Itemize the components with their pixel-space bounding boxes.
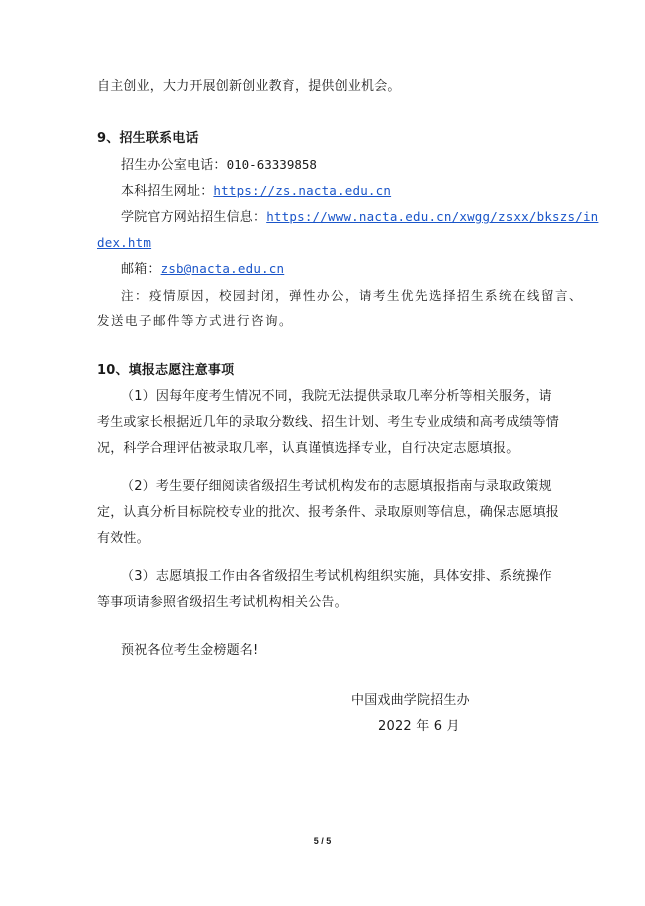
signature-date: 2022 年 6 月 [378, 719, 460, 734]
office-phone-label: 招生办公室电话： [121, 158, 227, 173]
official-url-link[interactable]: https://www.nacta.edu.cn/xwgg/zsxx/bkszs/in [266, 209, 599, 224]
signature-org: 中国戏曲学院招生办 [351, 693, 470, 708]
email-label: 邮箱： [121, 262, 161, 277]
item2-line-1: （2）考生要仔细阅读省级招生考试机构发布的志愿填报指南与录取政策规 [121, 479, 552, 494]
item1-line-2: 考生或家长根据近几年的录取分数线、招生计划、考生专业成绩和高考成绩等情 [97, 415, 560, 430]
site-url-line [121, 183, 391, 200]
item2-line-2: 定，认真分析目标院校专业的批次、报考条件、录取原则等信息，确保志愿填报 [97, 505, 560, 520]
note-line-2: 发送电子邮件等方式进行咨询。 [97, 313, 294, 328]
page-number: 5 / 5 [313, 836, 332, 846]
item2-line-3: 有效性。 [97, 531, 150, 546]
section9-heading: 9、招生联系电话 [97, 131, 199, 146]
office-phone-value: 010-63339858 [226, 157, 317, 172]
official-url-line2 [97, 235, 151, 252]
item3-line-2: 等事项请参照省级招生考试机构相关公告。 [97, 595, 348, 610]
email-link[interactable]: zsb@nacta.edu.cn [160, 261, 285, 276]
section10-heading: 10、填报志愿注意事项 [97, 363, 235, 378]
official-url-label: 学院官方网站招生信息： [121, 210, 267, 225]
item1-line-1: （1）因每年度考生情况不同，我院无法提供录取几率分析等相关服务，请 [121, 389, 552, 404]
site-url-link[interactable]: https://zs.nacta.edu.cn [213, 183, 392, 198]
site-url-label: 本科招生网址： [121, 184, 214, 199]
official-url-line [121, 209, 598, 226]
email-line [121, 261, 284, 278]
note-line-1: 注：疫情原因，校园封闭，弹性办公，请考生优先选择招生系统在线留言、 [121, 288, 584, 303]
item3-line-1: （3）志愿填报工作由各省级招生考试机构组织实施，具体安排、系统操作 [121, 569, 552, 584]
intro-tail-text: 自主创业，大力开展创新创业教育，提供创业机会。 [97, 79, 401, 94]
office-phone-line [121, 157, 317, 174]
closing-wish: 预祝各位考生金榜题名! [121, 643, 259, 658]
official-url-link-continued[interactable]: dex.htm [97, 235, 152, 250]
item1-line-3: 况，科学合理评估被录取几率，认真谨慎选择专业，自行决定志愿填报。 [97, 441, 520, 456]
